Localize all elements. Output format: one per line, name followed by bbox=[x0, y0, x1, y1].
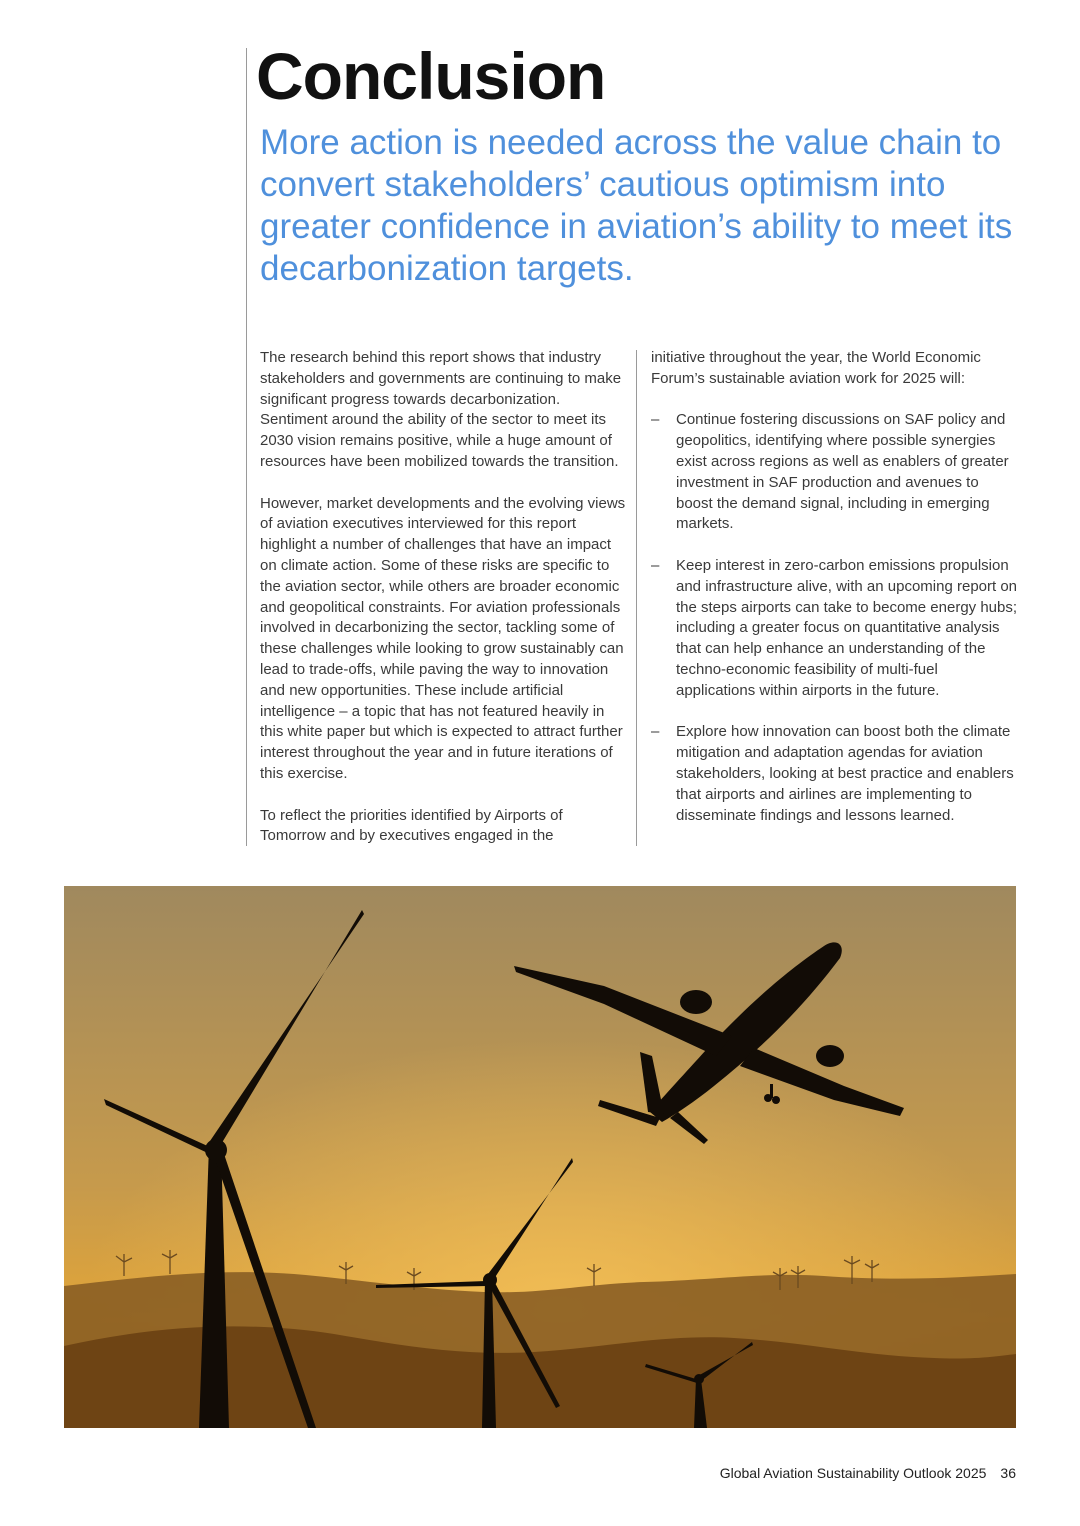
wind-turbines-airplane-photo bbox=[64, 886, 1016, 1428]
list-item-text: Keep interest in zero-carbon emissions propulsion and infrastructure alive, with an upcoming report on the steps airports can take to become energy hubs; including a greater focus on quantitative analysis that can help enhance an understanding of the techno-economic feasibility of multi-fuel applications within airports in the future. bbox=[676, 556, 1018, 699]
body-paragraph: The research behind this report shows that industry stakeholders and governments are continuing to make significant progress towards decarbonization. Sentiment around the ability of the sector to meet its 2030 vision remains positive, while a huge amount of resources have been mobilized towards the transition. bbox=[260, 349, 622, 470]
body-paragraph: However, market developments and the evolving views of aviation executives interviewed for this report highlight a number of challenges that have an impact on climate action. Some of these risks are specific to the aviation sector, while others are broader economic and geopolitical constraints. For aviation professionals involved in decarbonizing the sector, tackling some of these challenges while looking to grow sustainably can lead to trade-offs, while paving the way to innovation and new opportunities. These include artificial intelligence – a topic that has not featured heavily in this white paper but which is expected to attract further interest throughout the year and in future iterations of this exercise. bbox=[260, 494, 626, 782]
bullet-intro: initiative throughout the year, the World Economic Forum’s sustainable aviation work for 2025 will: bbox=[651, 349, 981, 387]
left-text-column bbox=[260, 348, 626, 868]
left-vertical-rule bbox=[246, 48, 247, 846]
body-paragraph: To reflect the priorities identified by Airports of Tomorrow and by executives engaged in the bbox=[260, 806, 563, 845]
column-divider bbox=[636, 350, 637, 846]
page-number: 36 bbox=[1000, 1465, 1016, 1481]
page-subtitle: More action is needed across the value chain to convert stakeholders’ cautious optimism into greater confidence in aviation’s ability to meet its decarbonization targets. bbox=[260, 123, 1013, 288]
page-footer bbox=[720, 1465, 1016, 1481]
report-title: Global Aviation Sustainability Outlook 2025 bbox=[719, 1465, 987, 1481]
dash-bullet: – bbox=[651, 723, 660, 741]
list-item bbox=[651, 410, 1019, 535]
priorities-list bbox=[651, 410, 1019, 826]
dash-bullet: – bbox=[651, 556, 660, 574]
list-item-text: Continue fostering discussions on SAF policy and geopolitics, identifying where possible synergies exist across regions as well as enablers of greater investment in SAF production and avenues to boost the demand signal, including in emerging markets. bbox=[676, 411, 1009, 533]
dash-bullet: – bbox=[651, 411, 660, 429]
page-title: Conclusion bbox=[256, 39, 606, 113]
right-text-column bbox=[651, 348, 1019, 847]
list-item bbox=[651, 556, 1019, 702]
list-item bbox=[651, 722, 1019, 826]
list-item-text: Explore how innovation can boost both the climate mitigation and adaptation agendas for aviation stakeholders, looking at best practice and enablers that airports and airlines are implementing to disseminate findings and lessons learned. bbox=[676, 723, 1014, 824]
